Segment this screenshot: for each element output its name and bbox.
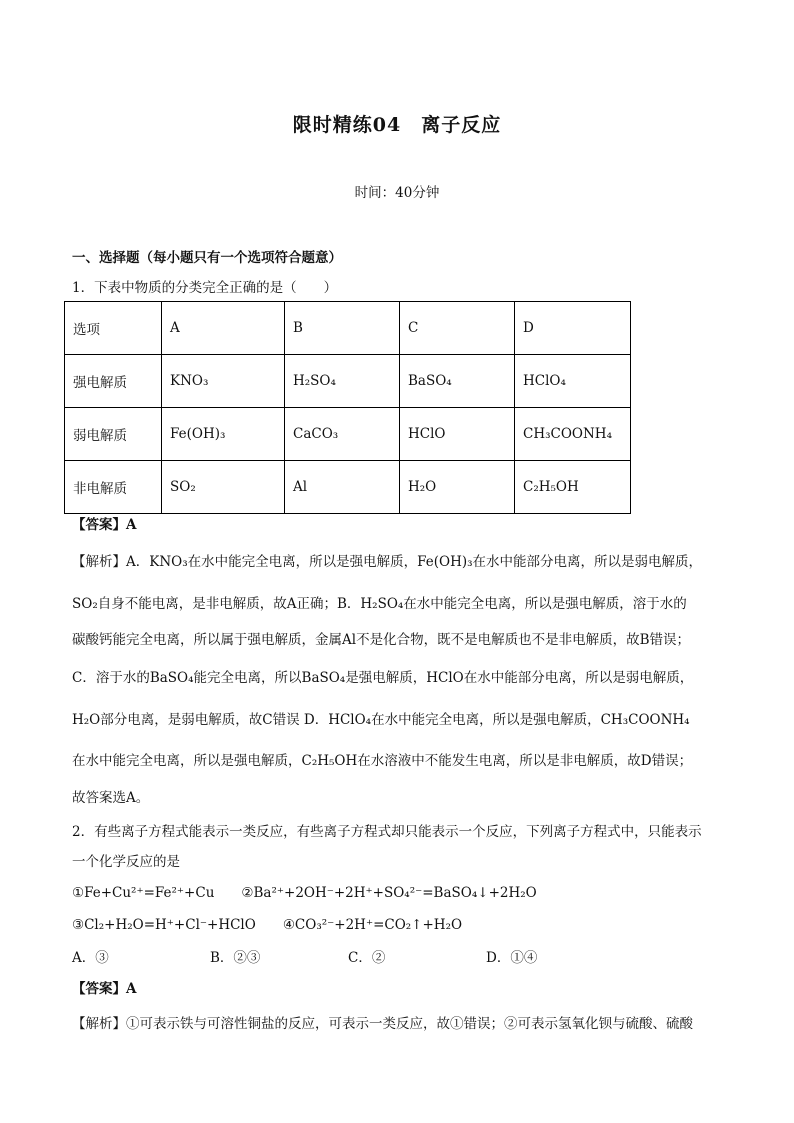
page-title: 限时精练04 离子反应 [292,114,502,136]
q2-option-c: C．② [348,950,386,966]
q1-analysis-line: C．溶于水的BaSO₄能完全电离，所以BaSO₄是强电解质，HClO在水中能部分电离，所以是弱电解质， [72,670,694,686]
table-cell: H₂SO₄ [285,355,400,408]
classification-table [64,301,631,514]
table-cell: H₂O [400,461,515,514]
q1-analysis-line: 在水中能完全电离，所以是强电解质，C₂H₅OH在水溶液中不能发生电离，所以是非电解质，故D错误； [72,753,693,769]
table-row [65,302,631,355]
q2-equation-line: ①Fe+Cu²⁺=Fe²⁺+Cu ②Ba²⁺+2OH⁻+2H⁺+SO₄²⁻=BaSO₄↓+2H₂O [72,885,537,901]
q2-equation-line: ③Cl₂+H₂O=H⁺+Cl⁻+HClO ④CO₃²⁻+2H⁺=CO₂↑+H₂O [72,917,463,933]
table-cell: HClO₄ [515,355,631,408]
q2-stem-line: 一个化学反应的是 [72,854,180,870]
table-cell: D [515,302,631,355]
table-cell: HClO [400,408,515,461]
table-cell: 强电解质 [65,355,162,408]
table-cell: SO₂ [162,461,285,514]
table-cell: C [400,302,515,355]
table-cell: 选项 [65,302,162,355]
table-cell: C₂H₅OH [515,461,631,514]
q2-answer: 【答案】A [72,981,137,997]
time-limit: 时间：40分钟 [354,185,440,201]
table-cell: A [162,302,285,355]
q2-option-d: D．①④ [486,950,538,966]
q1-analysis-line: 碳酸钙能完全电离，所以属于强电解质，金属Al不是化合物，既不是电解质也不是非电解质，故B错误； [72,632,690,648]
table-cell: Al [285,461,400,514]
table-cell: KNO₃ [162,355,285,408]
q2-option-b: B．②③ [210,950,261,966]
table-cell: 非电解质 [65,461,162,514]
q1-analysis-line: SO₂自身不能电离，是非电解质，故A正确；B．H₂SO₄在水中能完全电离，所以是强电解质，溶于水的 [72,596,687,612]
q1-stem: 1．下表中物质的分类完全正确的是（ ） [72,280,338,296]
q2-option-a: A．③ [72,950,109,966]
table-cell: Fe(OH)₃ [162,408,285,461]
table-cell: 弱电解质 [65,408,162,461]
q2-stem-line: 2．有些离子方程式能表示一类反应，有些离子方程式却只能表示一个反应，下列离子方程式中，只能表示 [72,824,702,840]
q1-analysis-line: H₂O部分电离，是弱电解质，故C错误 D．HClO₄在水中能完全电离，所以是强电解质，CH₃COONH₄ [72,712,690,728]
table-row [65,355,631,408]
table-row [65,461,631,514]
q1-answer: 【答案】A [72,517,137,533]
q1-analysis-line: 故答案选A。 [72,790,150,806]
section-heading: 一、选择题（每小题只有一个选项符合题意） [72,250,342,266]
q1-analysis-line: 【解析】A．KNO₃在水中能完全电离，所以是强电解质，Fe(OH)₃在水中能部分电离，所以是弱电解质， [72,554,703,570]
table-cell: CH₃COONH₄ [515,408,631,461]
table-row [65,408,631,461]
q2-analysis-line: 【解析】①可表示铁与可溶性铜盐的反应，可表示一类反应，故①错误；②可表示氢氧化钡与硫酸、硫酸 [72,1016,693,1032]
table-cell: BaSO₄ [400,355,515,408]
table-cell: CaCO₃ [285,408,400,461]
table-cell: B [285,302,400,355]
